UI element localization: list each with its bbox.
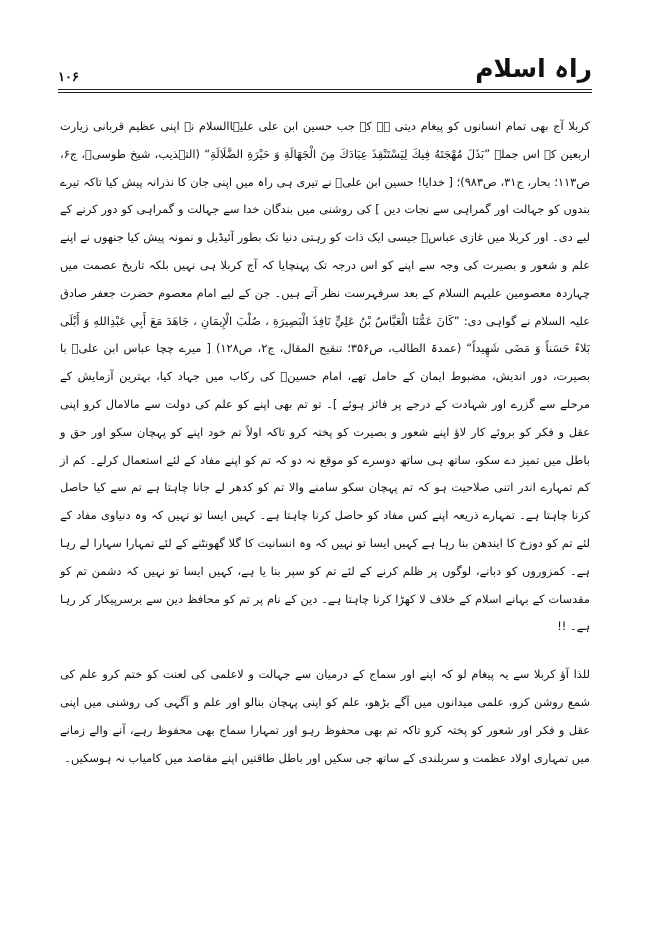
page-header [58, 52, 592, 94]
header-rule-top [58, 89, 592, 90]
paragraph-1: کربلا آج بھی تمام انسانوں کو پیغام دیتی ہے کہ جب حسین ابن علی علیہاالسلام نے اپنی عظیم قربانی زیارت اربعین کے اس جملہ ”بَذَلَ مُهْجَتَهُ فِيكَ لِيَسْتَنْقِذَ عِبَادَكَ مِنَ الْجَهَالَةِ وَ حَيْرَةِ الضَّلَالَةِ“ (التہذیب، شیخ طوسیؒ، ج۶، ص۱۱۳؛ بحار، ج۳۱، ص۹۸۳)؛ [ خدایا! حسین ابن علیؑ نے تیری ہی راہ میں اپنی جان کا نذرانہ پیش کیا تاکہ تیرے بندوں کو جہالت اور گمراہی سے نجات دیں ] کی روشنی میں بندگان خدا سے جہالت و گمراہی کو دور کرنے کے لیے دی۔ اور کربلا میں غازی عباسؑ جیسی ایک ذات کو رہتی دنیا تک بطور آئیڈیل و نمونہ پیش کیا جنھوں نے اپنے علم و شعور و بصیرت کی وجہ سے اپنے کو اس درجہ تک پہنچایا کہ آج کربلا ہی نہیں بلکہ تاریخ عصمت میں چہاردہ معصومین علیہم السلام کے بعد سرفہرست نظر آتے ہیں۔ جن کے لیے امام معصوم حضرت جعفر صادق علیہ السلام نے گواہی دی: ”كَانَ عَمُّنَا الْعَبَّاسُ بْنُ عَلِيٍّ نَافِذَ الْبَصِيرَةِ ، صُلْبَ الْإِيمَانِ ، جَاهَدَ مَعَ أَبِي عَبْدِاللهِ وَ أَبْلَى بَلاءً حَسَناً وَ مَضَى شَهِيداً“ (عمدۃ الطالب، ص۳۵۶؛ تنقیح المقال، ج۲، ص۱۲۸) [ میرے چچا عباس ابن علیؑ با بصیرت، دور اندیش، مضبوط ایمان کے حامل تھے، امام حسینؑ کی رکاب میں جہاد کیا، بہترین آزمایش کے مرحلے سے گزرے اور شہادت کے درجے پر فائز ہوئے ]۔ تو تم بھی اپنے کو علم کی دولت سے مالامال کرو اپنی عقل و فکر کو بروئے کار لاؤ اپنے شعور و بصیرت کو پختہ کرو تاکہ اولاً تم خود اپنے کو پہچان سکو اور حق و باطل میں تمیز دے سکو، ساتھ ہی ساتھ دوسرے کو موقع نہ دو کہ تم کو اپنے مفاد کے لئے استعمال کرلے۔ کم از کم تمہارے اندر اتنی صلاحیت ہو کہ تم پہچان سکو سامنے والا تم کو کدھر لے جانا چاہتا ہے تم سے کیا حاصل کرنا چاہتا ہے۔ تمہارے ذریعہ اپنے کس مفاد کو حاصل کرنا چاہتا ہے۔ کہیں ایسا تو نہیں کہ وہ دنیاوی مفاد کے لئے تم کو دوزخ کا ایندھن بنا رہا ہے کہیں ایسا تو نہیں کہ وہ انسانیت کا گلا گھونٹنے کے لئے تمہارا سہارا لے رہا ہے۔ کمزوروں کو دبانے، لوگوں پر ظلم کرنے کے لئے تم کو سپر بنا یا ہے، کہیں ایسا تو نہیں کہ دشمن تم کو مقدسات کے بہانے اسلام کے خلاف لا کھڑا کرنا چاہتا ہے۔ دین کے نام پر تم کو محافظ دین سے برسرپیکار کر رہا ہے۔ !! [60, 119, 590, 634]
paragraph-2: للذا آؤ کربلا سے یہ پیغام لو کہ اپنے اور سماج کے درمیان سے جہالت و لاعلمی کی لعنت کو ختم کرو علم کی شمع روشن کرو، علمی میدانوں میں آگے بڑھو، علم کو اپنی پہچان بنالو اور علم و آگہی کی روشنی میں اپنی عقل و فکر اور شعور کو پختہ کرو تاکہ تم بھی محفوظ رہو اور تمہارا سماج بھی محفوظ رہے، آنے والے زمانے میں تمہاری اولاد عظمت و سربلندی کے ساتھ جی سکیں اور باطل طاقتیں اپنے مقاصد میں کامیاب نہ ہوسکیں۔ [60, 667, 590, 765]
header-rule-bottom [58, 92, 592, 93]
page-number: ۱۰۶ [58, 69, 79, 84]
running-title: راہ اسلام [475, 54, 592, 83]
page-body [60, 113, 590, 772]
